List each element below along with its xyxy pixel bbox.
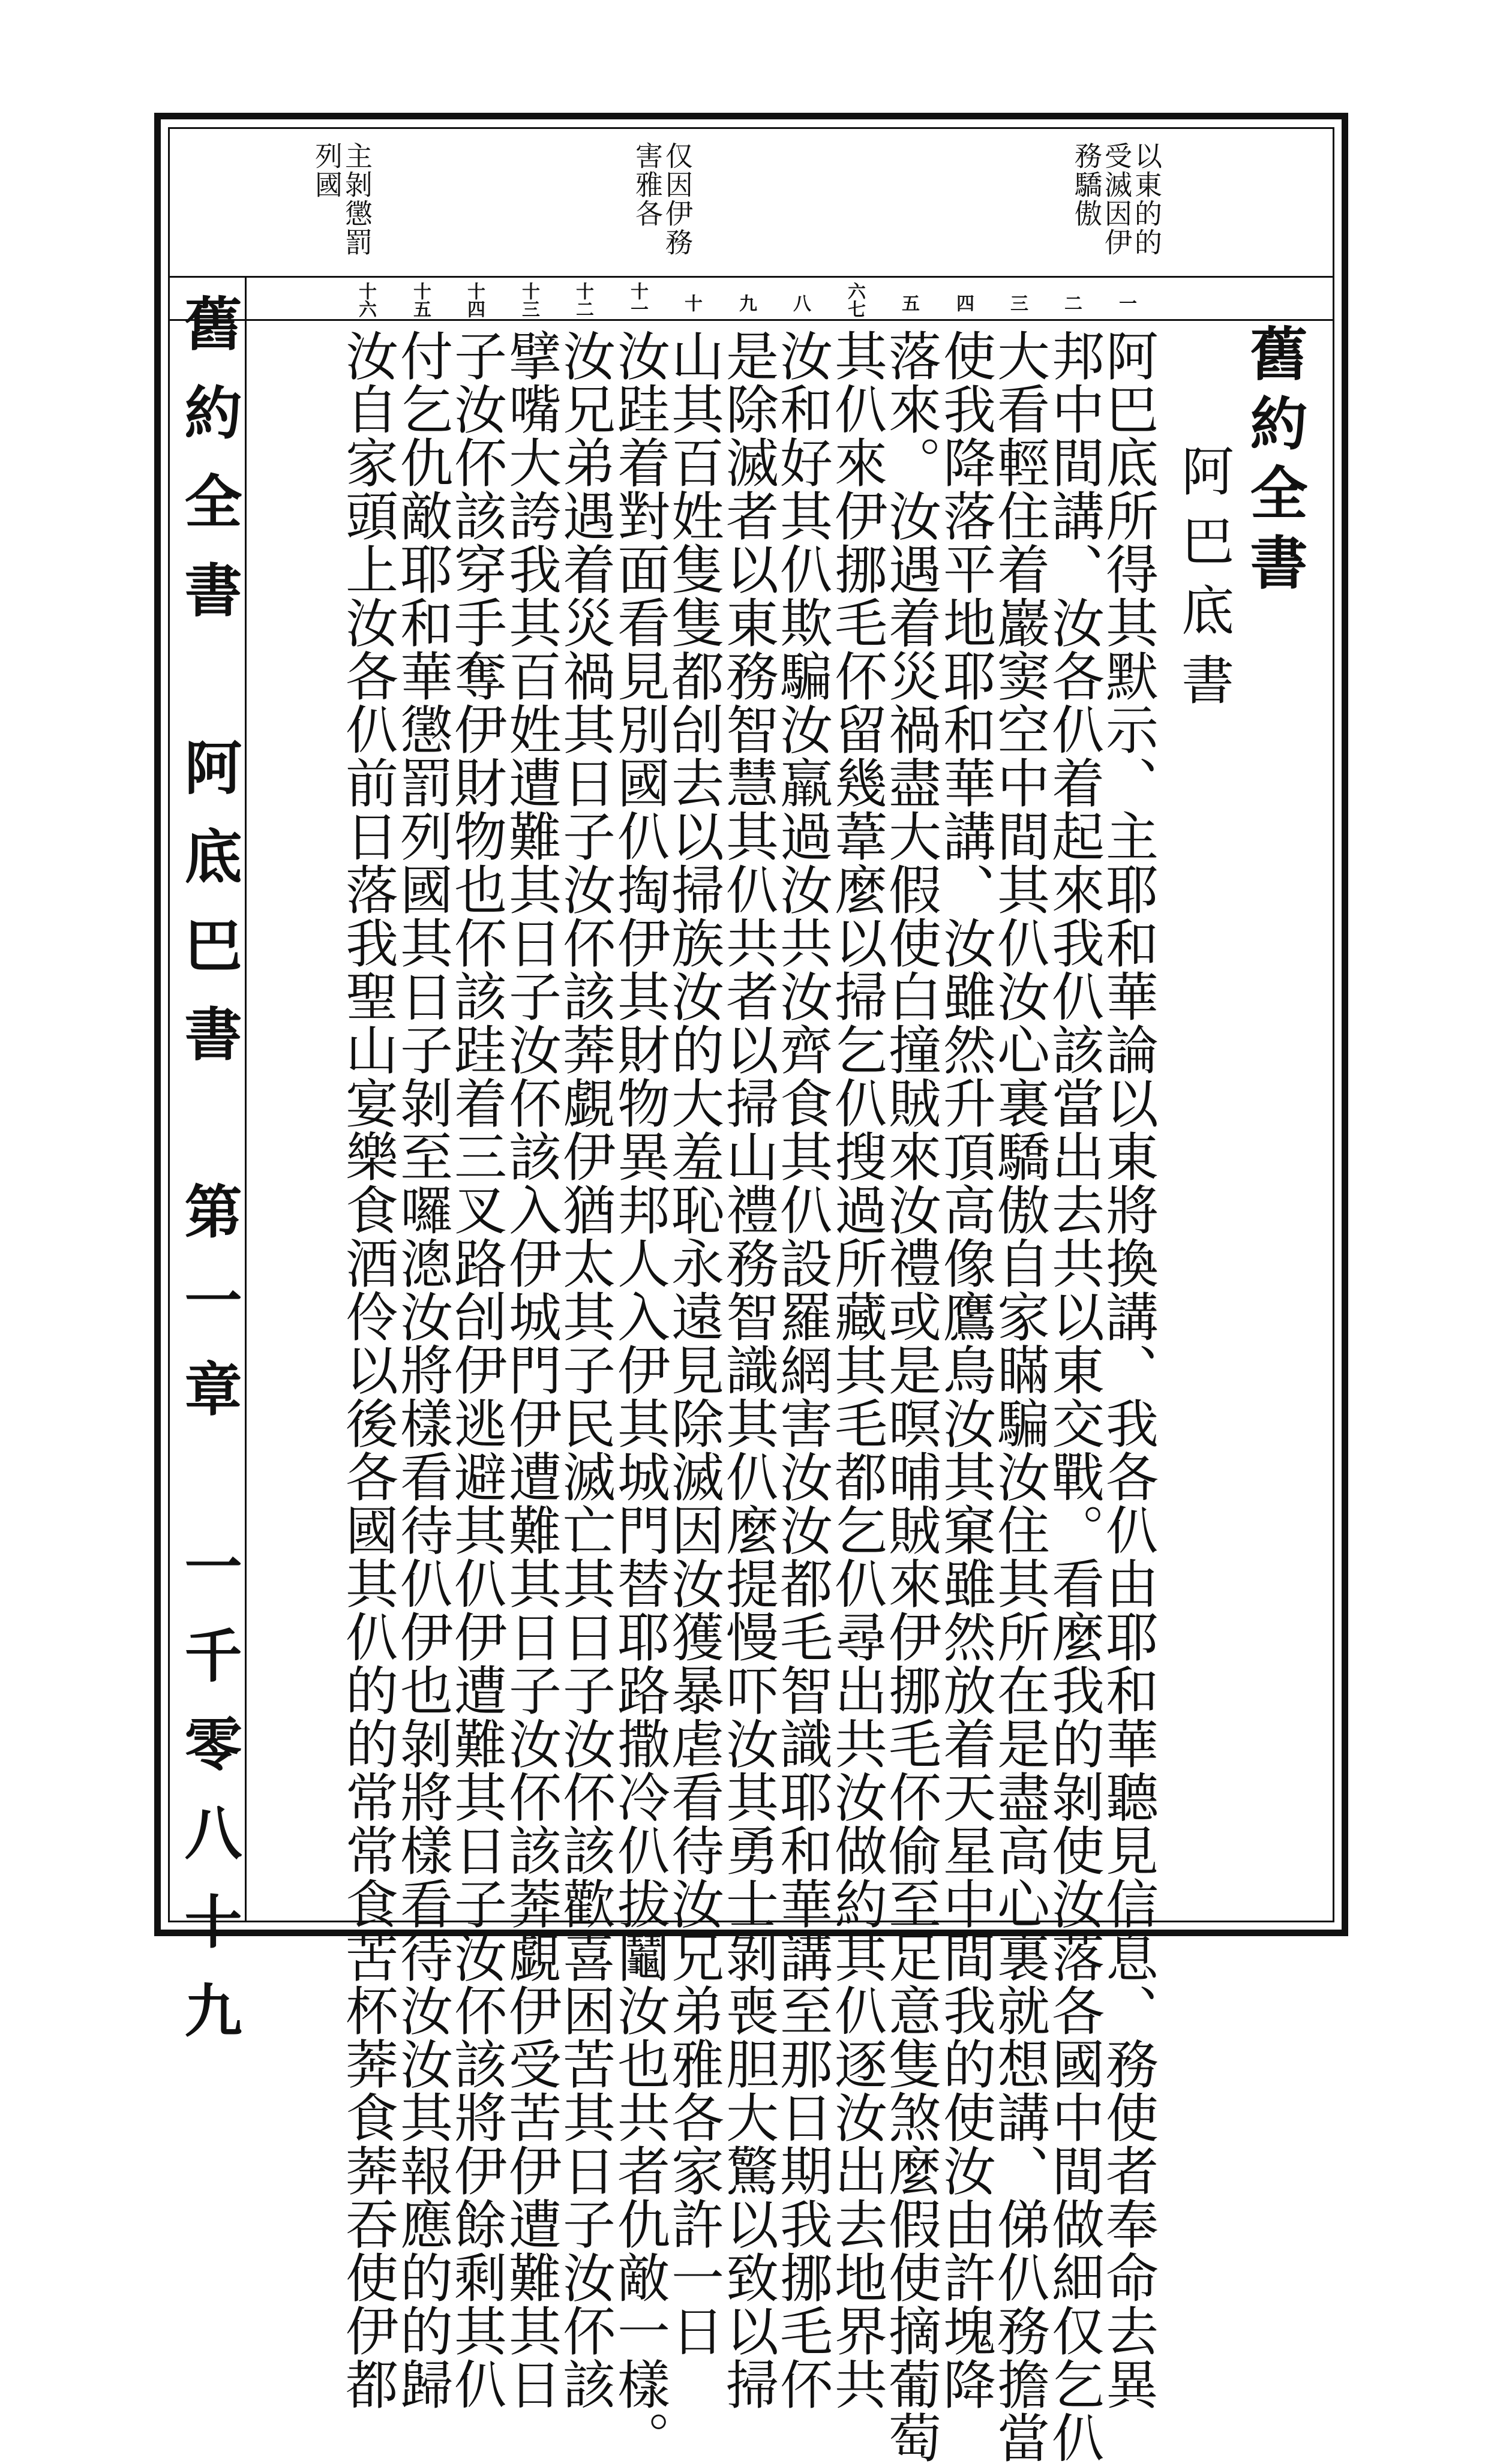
margin-column-rule [245, 276, 247, 1922]
margin-running-head: 舊約全書 阿底巴書 第一章 一千零八十九 [175, 294, 243, 2069]
verse-text: 大看輕住着巖窦空中間其仈汝心裏驕傲自家瞞騙汝住其所在是盡高心裏就想講、俤仈務擔當 [989, 329, 1051, 2464]
header-note: 害雅各 [631, 142, 664, 228]
verse-text: 擘嘴大誇我其百姓遭難其日子汝伓該入伊城門伊遭難其日子汝伓該莾覷伊受苦伊遭難其日 [500, 329, 562, 2411]
header-note: 仅因伊務 [661, 142, 694, 257]
verse-number: 八 [790, 294, 811, 312]
book-title: 舊約全書 [1241, 324, 1309, 602]
verse-text: 汝兄弟遇着災禍其日子汝伓該莾覷伊猶太其子民滅亡其日子汝伓該歡喜困苦其日子汝伓該 [554, 329, 616, 2411]
verse-number: 六七 [844, 282, 865, 318]
verse-number: 五 [898, 294, 919, 312]
verse-number: 十一 [627, 282, 648, 318]
verse-text: 落來。汝遇着災禍盡大假使白撞賊來汝禮或是暝晡賊來伊挪毛伓偷至足意隻煞麼假使摘葡萄 [880, 329, 942, 2464]
header-note: 以東的的 [1130, 142, 1163, 257]
verse-number: 十六 [355, 282, 376, 318]
verse-text: 是除滅者以東務智慧其仈共者以掃山禮務智識其仈麼提慢吓汝其勇士剝喪胆大驚以致以掃 [718, 329, 779, 2411]
verse-number: 九 [736, 294, 757, 312]
verse-text: 使我降落平地耶和華講、汝雖然升頂高像鷹鳥汝其窠雖然放着天星中間我的使汝由許塊降 [935, 329, 997, 2411]
verse-number-rule [168, 319, 1334, 321]
verse-text: 阿巴底所得其默示、主耶和華論以東將換講、我各仈由耶和華聽見信息、務使者奉命去異 [1097, 329, 1159, 2411]
verse-number: 一 [1115, 294, 1136, 312]
verse-text: 山其百姓隻隻都刣去以掃族汝的大羞恥永遠見除滅因汝獲暴虐看待汝兄弟雅各家許一日 [663, 329, 725, 2357]
verse-number: 十二 [572, 282, 593, 318]
verse-text: 子汝伓該穿手奪伊財物也伓該跬着三叉路刣伊逃避其仈伊遭難其日子汝伓該將伊餘剩其仈 [446, 329, 508, 2411]
header-note: 列國 [311, 142, 343, 199]
verse-text: 付乞仇敵耶和華懲罰列國其日子剝至囉漗汝將樣看待仈伊也剝將樣看待汝汝其報應的的歸 [392, 329, 454, 2411]
verse-number: 三 [1007, 294, 1028, 312]
verse-number: 十五 [410, 282, 431, 318]
verse-text: 其仈來伊挪毛伓留幾葦麼以掃乞仈搜過所藏其毛都乞仈尋出共汝做約其仈逐汝出去地界共 [826, 329, 888, 2411]
header-note: 務驕傲 [1070, 142, 1103, 228]
verse-text: 汝和好其仈欺騙汝羸過汝共汝齊食其仈設羅網害汝汝都毛智識耶和華講至那日期我挪毛伓 [772, 329, 833, 2411]
verse-text: 汝跬着對面看見別國仈掏伊其財物異邦人入伊其城門替耶路撒冷仈拔鬮汝也共者仇敵一樣。 [609, 329, 671, 2464]
header-note: 受滅因伊 [1100, 142, 1133, 257]
verse-text: 邦中間講、汝各仈着起來我仈該當出去共以東交戰。看麼我的剝使汝落各國中間做細仅乞仈 [1043, 329, 1105, 2464]
header-rule [168, 276, 1334, 278]
verse-text: 汝自家頭上汝各仈前日落我聖山宴樂食酒伶以後各國其仈的的常常食苦杯莾食莾吞使伊都 [337, 329, 399, 2411]
verse-number: 十四 [464, 282, 485, 318]
header-note: 主剝懲罰 [341, 142, 373, 257]
verse-number: 二 [1061, 294, 1082, 312]
verse-number: 十三 [518, 282, 539, 318]
verse-number: 四 [953, 294, 974, 312]
chapter-heading: 阿巴底書 [1173, 444, 1235, 722]
verse-number: 十 [681, 294, 702, 312]
